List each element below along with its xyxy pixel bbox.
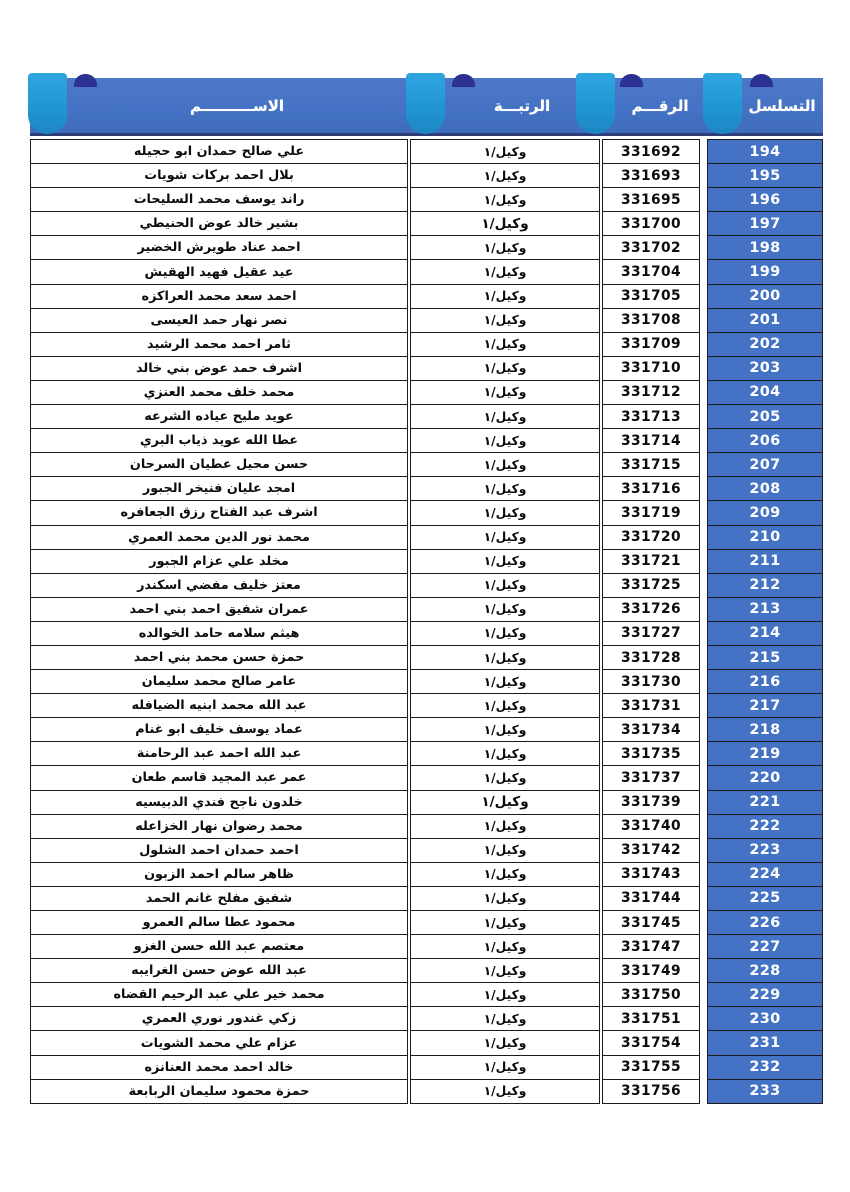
serial-cell: 230 [707, 1007, 823, 1031]
number-cell: 331705 [602, 285, 700, 309]
number-cell: 331730 [602, 670, 700, 694]
name-cell: راند يوسف محمد السليحات [30, 188, 408, 212]
rank-column [410, 139, 600, 1104]
name-cell: محمد نور الدين محمد العمري [30, 526, 408, 550]
rank-cell: وكيل/١ [410, 839, 600, 863]
number-cell: 331725 [602, 574, 700, 598]
number-cell: 331716 [602, 477, 700, 501]
serial-column [707, 139, 823, 1104]
name-cell: عطا الله عويد ذياب البري [30, 429, 408, 453]
name-cell: حمزة حسن محمد بني احمد [30, 646, 408, 670]
name-cell: ظاهر سالم احمد الزبون [30, 863, 408, 887]
number-column [602, 139, 700, 1104]
number-cell: 331734 [602, 718, 700, 742]
number-cell: 331754 [602, 1031, 700, 1055]
rank-cell: وكيل/١ [410, 911, 600, 935]
rank-cell: وكيل/١ [410, 983, 600, 1007]
name-cell: محمد خلف محمد العنزي [30, 381, 408, 405]
rank-cell: وكيل/١ [410, 766, 600, 790]
column-header-serial: التسلسل [748, 97, 816, 115]
header-bump-icon [452, 74, 475, 87]
rank-cell: وكيل/١ [410, 501, 600, 525]
header-tab-icon [703, 73, 742, 134]
rank-cell: وكيل/١ [410, 863, 600, 887]
number-cell: 331695 [602, 188, 700, 212]
name-cell: امجد عليان فنيخر الجبور [30, 477, 408, 501]
serial-cell: 205 [707, 405, 823, 429]
rank-cell: وكيل/١ [410, 357, 600, 381]
serial-cell: 228 [707, 959, 823, 983]
serial-cell: 219 [707, 742, 823, 766]
serial-cell: 215 [707, 646, 823, 670]
name-cell: احمد سعد محمد العراكزه [30, 285, 408, 309]
serial-cell: 227 [707, 935, 823, 959]
number-cell: 331735 [602, 742, 700, 766]
number-cell: 331713 [602, 405, 700, 429]
number-cell: 331739 [602, 791, 700, 815]
header-tab-icon [28, 73, 67, 134]
name-cell: خالد احمد محمد العنانزه [30, 1056, 408, 1080]
number-cell: 331750 [602, 983, 700, 1007]
serial-cell: 214 [707, 622, 823, 646]
name-cell: محمود عطا سالم العمرو [30, 911, 408, 935]
serial-cell: 217 [707, 694, 823, 718]
number-cell: 331714 [602, 429, 700, 453]
number-cell: 331726 [602, 598, 700, 622]
name-cell: عيد عقيل فهيد الهقيش [30, 260, 408, 284]
name-cell: مخلد علي عزام الجبور [30, 550, 408, 574]
name-cell: عزام علي محمد الشويات [30, 1031, 408, 1055]
number-cell: 331749 [602, 959, 700, 983]
serial-cell: 199 [707, 260, 823, 284]
rank-cell: وكيل/١ [410, 670, 600, 694]
name-cell: حسن محيل عطيان السرحان [30, 453, 408, 477]
serial-cell: 226 [707, 911, 823, 935]
serial-cell: 207 [707, 453, 823, 477]
rank-cell: وكيل/١ [410, 550, 600, 574]
serial-cell: 220 [707, 766, 823, 790]
column-header-rank: الرتبـــة [493, 97, 551, 115]
name-cell: شفيق مفلح غانم الحمد [30, 887, 408, 911]
rank-cell: وكيل/١ [410, 333, 600, 357]
rank-cell: وكيل/١ [410, 236, 600, 260]
name-cell: زكي غندور نوري العمري [30, 1007, 408, 1031]
serial-cell: 203 [707, 357, 823, 381]
name-cell: عبد الله محمد ابنيه الضيافله [30, 694, 408, 718]
number-cell: 331721 [602, 550, 700, 574]
serial-cell: 198 [707, 236, 823, 260]
serial-cell: 229 [707, 983, 823, 1007]
number-cell: 331728 [602, 646, 700, 670]
rank-cell: وكيل/١ [410, 598, 600, 622]
number-cell: 331700 [602, 212, 700, 236]
name-cell: عبد الله عوض حسن الغرايبه [30, 959, 408, 983]
serial-cell: 222 [707, 815, 823, 839]
name-cell: بلال احمد بركات شويات [30, 164, 408, 188]
rank-cell: وكيل/١ [410, 935, 600, 959]
number-cell: 331740 [602, 815, 700, 839]
serial-cell: 216 [707, 670, 823, 694]
rank-cell: وكيل/١ [410, 260, 600, 284]
header-bump-icon [74, 74, 97, 87]
serial-cell: 204 [707, 381, 823, 405]
serial-cell: 211 [707, 550, 823, 574]
name-cell: بشير خالد عوض الحنيطي [30, 212, 408, 236]
number-cell: 331742 [602, 839, 700, 863]
number-cell: 331693 [602, 164, 700, 188]
serial-cell: 218 [707, 718, 823, 742]
column-header-number: الرقـــم [631, 97, 689, 115]
header-tab-icon [406, 73, 445, 134]
number-cell: 331744 [602, 887, 700, 911]
rank-cell: وكيل/١ [410, 622, 600, 646]
serial-cell: 224 [707, 863, 823, 887]
serial-cell: 221 [707, 791, 823, 815]
number-cell: 331704 [602, 260, 700, 284]
number-cell: 331720 [602, 526, 700, 550]
rank-cell: وكيل/١ [410, 646, 600, 670]
serial-cell: 223 [707, 839, 823, 863]
serial-cell: 200 [707, 285, 823, 309]
name-cell: معتز خليف مفضي اسكندر [30, 574, 408, 598]
rank-cell: وكيل/١ [410, 429, 600, 453]
rank-cell: وكيل/١ [410, 574, 600, 598]
rank-cell: وكيل/١ [410, 742, 600, 766]
name-cell: احمد عناد طويرش الخضير [30, 236, 408, 260]
serial-cell: 208 [707, 477, 823, 501]
number-cell: 331719 [602, 501, 700, 525]
rank-cell: وكيل/١ [410, 477, 600, 501]
name-cell: حمزة محمود سليمان الربابعة [30, 1080, 408, 1104]
number-cell: 331702 [602, 236, 700, 260]
number-cell: 331737 [602, 766, 700, 790]
serial-cell: 194 [707, 140, 823, 164]
serial-cell: 225 [707, 887, 823, 911]
number-cell: 331709 [602, 333, 700, 357]
number-cell: 331708 [602, 309, 700, 333]
name-cell: اشرف حمد عوض بني خالد [30, 357, 408, 381]
number-cell: 331692 [602, 140, 700, 164]
name-cell: عامر صالح محمد سليمان [30, 670, 408, 694]
name-cell: عمران شفيق احمد بني احمد [30, 598, 408, 622]
number-cell: 331743 [602, 863, 700, 887]
name-cell: عماد يوسف خليف ابو غنام [30, 718, 408, 742]
rank-cell: وكيل/١ [410, 959, 600, 983]
number-cell: 331747 [602, 935, 700, 959]
rank-cell: وكيل/١ [410, 285, 600, 309]
header-bump-icon [620, 74, 643, 87]
name-cell: عمر عبد المجيد قاسم طعان [30, 766, 408, 790]
serial-cell: 206 [707, 429, 823, 453]
rank-cell: وكيل/١ [410, 405, 600, 429]
column-header-name: الاســــــــــم [189, 97, 285, 115]
serial-cell: 201 [707, 309, 823, 333]
rank-cell: وكيل/١ [410, 453, 600, 477]
serial-cell: 195 [707, 164, 823, 188]
number-cell: 331756 [602, 1080, 700, 1104]
name-cell: هيثم سلامه حامد الخوالده [30, 622, 408, 646]
number-cell: 331755 [602, 1056, 700, 1080]
rank-cell: وكيل/١ [410, 815, 600, 839]
rank-cell: وكيل/١ [410, 887, 600, 911]
number-cell: 331715 [602, 453, 700, 477]
number-cell: 331710 [602, 357, 700, 381]
name-column [30, 139, 408, 1104]
serial-cell: 213 [707, 598, 823, 622]
serial-cell: 197 [707, 212, 823, 236]
number-cell: 331731 [602, 694, 700, 718]
rank-cell: وكيل/١ [410, 718, 600, 742]
rank-cell: وكيل/١ [410, 694, 600, 718]
serial-cell: 209 [707, 501, 823, 525]
rank-cell: وكيل/١ [410, 381, 600, 405]
rank-cell: وكيل/١ [410, 526, 600, 550]
name-cell: ثامر احمد محمد الرشيد [30, 333, 408, 357]
name-cell: محمد رضوان نهار الخزاعله [30, 815, 408, 839]
rank-cell: وكيل/١ [410, 188, 600, 212]
number-cell: 331727 [602, 622, 700, 646]
name-cell: محمد خير علي عبد الرحيم القضاه [30, 983, 408, 1007]
serial-cell: 232 [707, 1056, 823, 1080]
number-cell: 331712 [602, 381, 700, 405]
rank-cell: وكيل/١ [410, 212, 600, 236]
serial-cell: 212 [707, 574, 823, 598]
rank-cell: وكيل/١ [410, 140, 600, 164]
serial-cell: 196 [707, 188, 823, 212]
name-cell: علي صالح حمدان ابو حجيله [30, 140, 408, 164]
rank-cell: وكيل/١ [410, 164, 600, 188]
serial-cell: 231 [707, 1031, 823, 1055]
name-cell: خلدون ناجح فندي الدبيسيه [30, 791, 408, 815]
name-cell: اشرف عبد الفتاح رزق الجعافره [30, 501, 408, 525]
serial-cell: 233 [707, 1080, 823, 1104]
rank-cell: وكيل/١ [410, 1007, 600, 1031]
name-cell: عبد الله احمد عبد الرحامنة [30, 742, 408, 766]
name-cell: عويد مليح عياده الشرعه [30, 405, 408, 429]
rank-cell: وكيل/١ [410, 1056, 600, 1080]
serial-cell: 210 [707, 526, 823, 550]
name-cell: نصر نهار حمد العيسى [30, 309, 408, 333]
rank-cell: وكيل/١ [410, 791, 600, 815]
number-cell: 331751 [602, 1007, 700, 1031]
name-cell: احمد حمدان احمد الشلول [30, 839, 408, 863]
rank-cell: وكيل/١ [410, 1031, 600, 1055]
number-cell: 331745 [602, 911, 700, 935]
rank-cell: وكيل/١ [410, 1080, 600, 1104]
header-bump-icon [750, 74, 773, 87]
rank-cell: وكيل/١ [410, 309, 600, 333]
serial-cell: 202 [707, 333, 823, 357]
name-cell: معتصم عبد الله حسن الغزو [30, 935, 408, 959]
